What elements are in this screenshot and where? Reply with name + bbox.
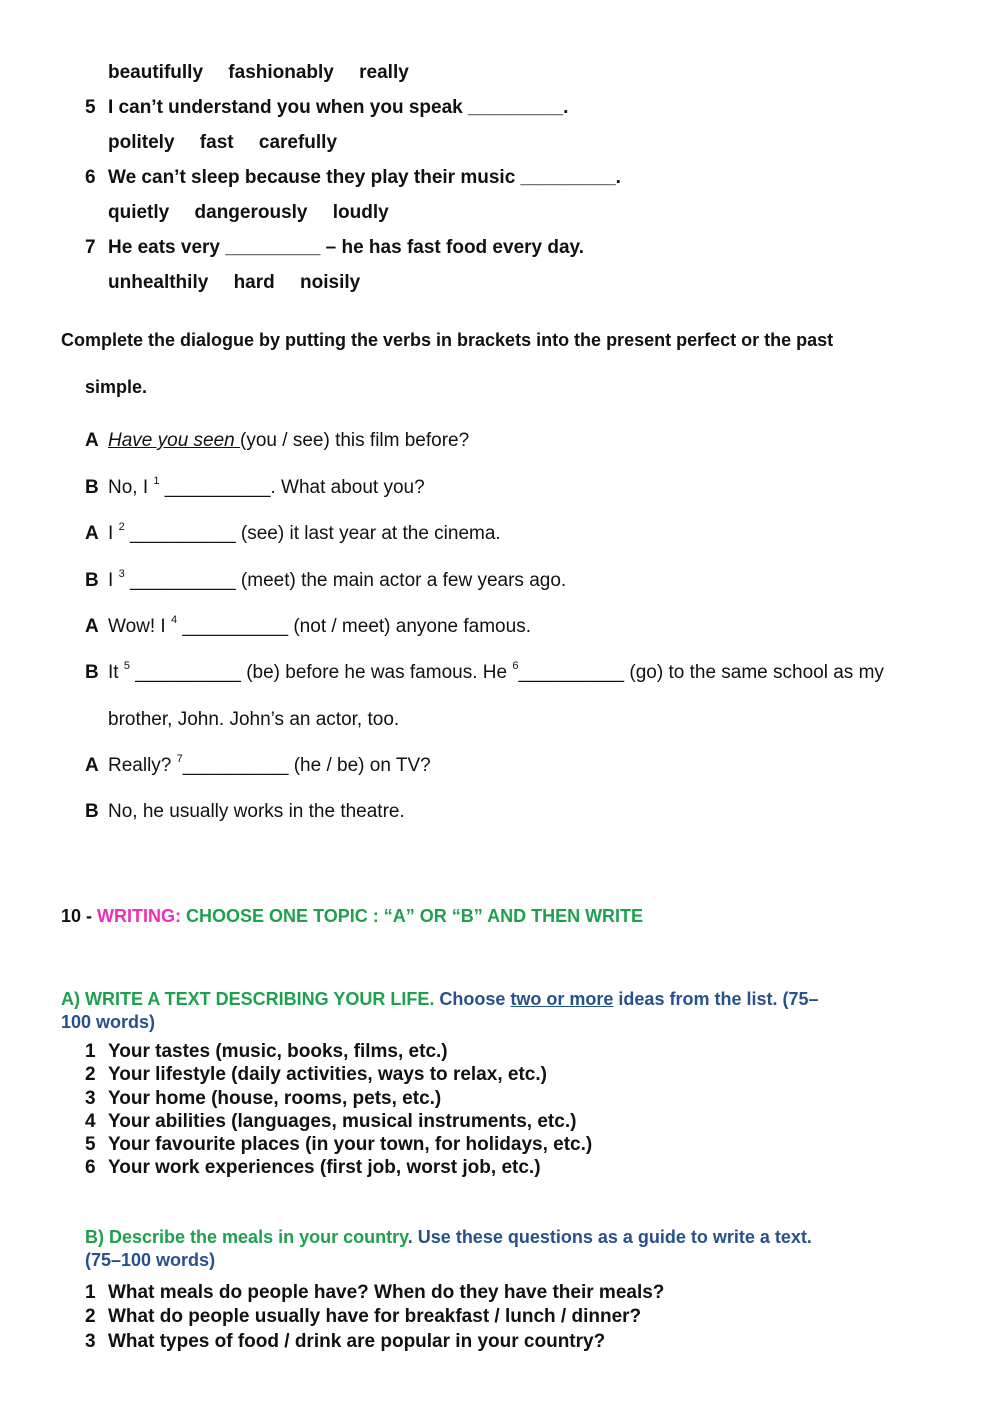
item-text: Your lifestyle (daily activities, ways to relax, etc.) <box>108 1064 547 1086</box>
question-6 <box>85 167 621 189</box>
option: noisily <box>300 272 361 293</box>
options-line-6 <box>108 202 409 224</box>
option: beautifully <box>108 62 204 83</box>
speaker: B <box>85 570 99 591</box>
item-text: What do people usually have for breakfast / lunch / dinner? <box>108 1306 642 1328</box>
option: unhealthily <box>108 272 209 293</box>
question-number: 7 <box>85 237 96 258</box>
topic-b-list <box>85 1281 664 1354</box>
options-line-5 <box>108 132 357 154</box>
section-number: 10 - <box>61 906 93 926</box>
item-text: Your work experiences (first job, worst job, etc.) <box>108 1157 541 1179</box>
item-text: What meals do people have? When do they have their meals? <box>108 1282 665 1303</box>
topic-a-list <box>85 1040 592 1180</box>
gap-number: 6 <box>512 659 519 672</box>
topic-a-underlined: two or more <box>510 989 614 1009</box>
line-text: __________ (be) before he was famous. He <box>129 662 513 683</box>
line-text: (you / see) this film before? <box>240 430 470 451</box>
speaker: B <box>85 662 99 683</box>
line-text: __________ (see) it last year at the cinema. <box>124 523 501 544</box>
line-text: __________ (meet) the main actor a few years ago. <box>124 570 567 591</box>
topic-a-title: A) WRITE A TEXT DESCRIBING YOUR LIFE. <box>61 989 435 1009</box>
list-item <box>85 1281 664 1305</box>
item-text: Your favourite places (in your town, for holidays, etc.) <box>108 1134 593 1156</box>
dialogue-line-4 <box>85 613 531 638</box>
gap-number: 1 <box>153 474 160 487</box>
item-number: 2 <box>85 1306 96 1328</box>
gap-number: 5 <box>123 659 130 672</box>
option: fast <box>199 132 234 153</box>
options-line-4 <box>108 62 429 84</box>
question-text: He eats very _________ – he has fast food every day. <box>108 237 584 258</box>
item-text: What types of food / drink are popular in your country? <box>108 1330 606 1352</box>
options-line-7 <box>108 272 380 294</box>
dialogue-line-6 <box>85 752 431 777</box>
dialogue-instruction-cont: simple. <box>85 377 148 397</box>
item-text: Your tastes (music, books, films, etc.) <box>108 1041 448 1062</box>
line-text: It <box>108 662 124 683</box>
item-text: Your abilities (languages, musical instruments, etc.) <box>108 1110 577 1132</box>
question-text: We can’t sleep because they play their music _________. <box>108 167 621 188</box>
option: carefully <box>258 132 338 153</box>
topic-b-words: (75–100 words) <box>85 1250 216 1270</box>
dialogue-line-7 <box>85 801 405 823</box>
item-number: 3 <box>85 1330 96 1352</box>
question-5 <box>85 97 568 119</box>
topic-b-heading <box>85 1227 812 1248</box>
question-number: 5 <box>85 97 96 118</box>
item-number: 2 <box>85 1064 96 1086</box>
question-text: I can’t understand you when you speak _________. <box>108 97 569 118</box>
dialogue-line-3 <box>85 567 567 592</box>
line-text: __________ (he / be) on TV? <box>182 755 431 776</box>
gap-number: 2 <box>118 520 125 533</box>
topic-a-rest: ideas from the list. <box>618 989 778 1009</box>
option: politely <box>108 132 175 153</box>
line-text: __________ (go) to the same school as my <box>518 662 884 683</box>
line-text: No, he usually works in the theatre. <box>108 801 405 822</box>
gap-number: 4 <box>171 613 178 626</box>
list-item <box>85 1087 592 1110</box>
topic-a-words-cont: 100 words) <box>61 1012 156 1032</box>
writing-heading <box>61 906 643 927</box>
line-text: I <box>108 570 119 591</box>
topic-b-rest: Use these questions as a guide to write a text. <box>417 1227 812 1247</box>
line-text: Really? <box>108 755 177 776</box>
item-number: 5 <box>85 1134 96 1156</box>
dialogue-instruction: Complete the dialogue by putting the verbs in brackets into the present perfect or the past <box>61 330 834 350</box>
option: hard <box>233 272 275 293</box>
item-number: 1 <box>85 1041 96 1062</box>
dialogue-line-5 <box>85 659 884 684</box>
line-text: I <box>108 523 119 544</box>
item-number: 1 <box>85 1282 96 1303</box>
topic-b-title: B) Describe the meals in your country <box>85 1227 408 1247</box>
writing-label: WRITING: <box>97 906 182 926</box>
line-text: __________ (not / meet) anyone famous. <box>177 616 531 637</box>
writing-title: CHOOSE ONE TOPIC : “A” OR “B” AND THEN WRITE <box>186 906 644 926</box>
line-text: No, I <box>108 477 154 498</box>
speaker: B <box>85 477 99 498</box>
question-number: 6 <box>85 167 96 188</box>
speaker: B <box>85 801 99 822</box>
speaker: A <box>85 430 99 451</box>
dialogue-line-5-cont: brother, John. John’s an actor, too. <box>108 709 400 730</box>
option: dangerously <box>194 202 308 223</box>
list-item <box>85 1305 664 1329</box>
dialogue-line-2 <box>85 520 501 545</box>
list-item <box>85 1110 592 1133</box>
option: really <box>359 62 409 83</box>
question-7 <box>85 237 584 259</box>
topic-a-heading <box>61 989 819 1010</box>
gap-number: 7 <box>176 752 183 765</box>
speaker: A <box>85 523 99 544</box>
speaker: A <box>85 755 99 776</box>
example-answer: Have you seen <box>108 430 241 451</box>
topic-a-choose: Choose <box>439 989 506 1009</box>
speaker: A <box>85 616 99 637</box>
option: loudly <box>332 202 389 223</box>
dialogue-line-example <box>85 430 469 452</box>
list-item <box>85 1330 664 1354</box>
list-item <box>85 1040 592 1063</box>
item-text: Your home (house, rooms, pets, etc.) <box>108 1087 442 1109</box>
item-number: 3 <box>85 1087 96 1109</box>
list-item <box>85 1133 592 1156</box>
gap-number: 3 <box>118 567 125 580</box>
list-item <box>85 1156 592 1179</box>
line-text: __________. What about you? <box>159 477 425 498</box>
option: quietly <box>108 202 170 223</box>
list-item <box>85 1063 592 1086</box>
item-number: 4 <box>85 1110 96 1132</box>
topic-b-dot: . <box>407 1227 413 1247</box>
item-number: 6 <box>85 1157 96 1179</box>
dialogue-line-1 <box>85 474 425 499</box>
line-text: Wow! I <box>108 616 171 637</box>
option: fashionably <box>228 62 334 83</box>
topic-a-words: (75– <box>782 989 819 1009</box>
